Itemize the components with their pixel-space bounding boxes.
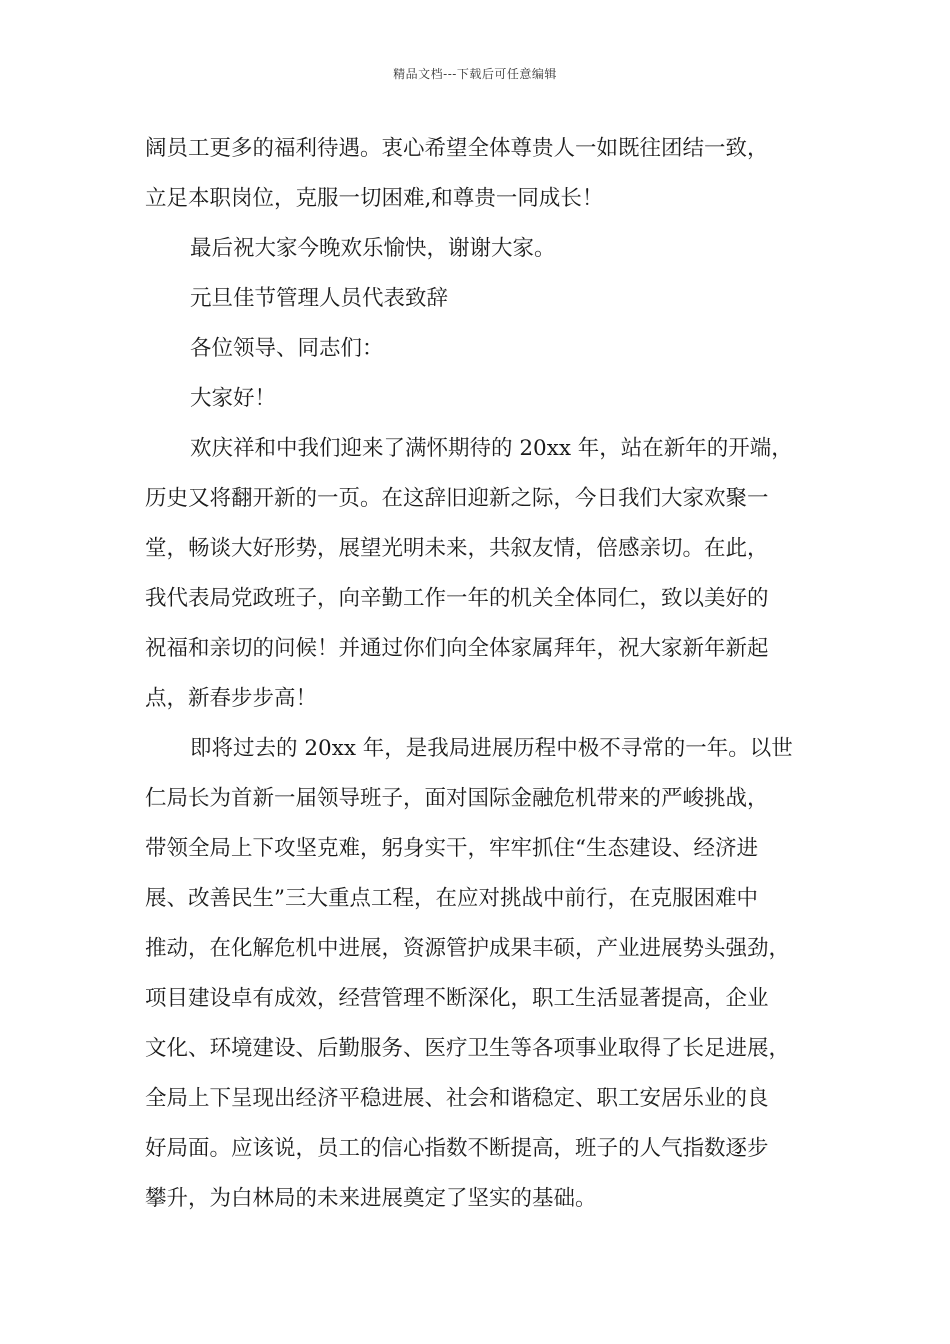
text-line: 即将过去的 20xx 年，是我局进展历程中极不寻常的一年。以世 [190,736,793,761]
text-line: 堂，畅谈大好形势，展望光明未来，共叙友情，倍感亲切。在此， [145,536,769,561]
text-line: 最后祝大家今晚欢乐愉快，谢谢大家。 [190,236,556,261]
text-line: 攀升，为白林局的未来进展奠定了坚实的基础。 [145,1186,597,1211]
document-body [145,128,825,1228]
text-line: 带领全局上下攻坚克难，躬身实干，牢牢抓住“生态建设、经济进 [145,836,758,861]
text-line: 展、改善民生”三大重点工程，在应对挑战中前行，在克服困难中 [145,886,758,911]
text-line: 欢庆祥和中我们迎来了满怀期待的 20xx 年，站在新年的开端， [190,436,793,461]
text-line: 项目建设卓有成效，经营管理不断深化，职工生活显著提高，企业 [145,986,769,1011]
text-line: 阔员工更多的福利待遇。衷心希望全体尊贵人一如既往团结一致， [145,136,769,161]
text-line: 推动，在化解危机中进展，资源管护成果丰硕，产业进展势头强劲， [145,936,791,961]
text-line: 仁局长为首新一届领导班子，面对国际金融危机带来的严峻挑战， [145,786,769,811]
text-line: 我代表局党政班子，向辛勤工作一年的机关全体同仁，致以美好的 [145,586,769,611]
text-line: 好局面。应该说，员工的信心指数不断提高，班子的人气指数逐步 [145,1136,769,1161]
section-title: 元旦佳节管理人员代表致辞 [190,286,449,311]
greeting: 大家好！ [190,386,277,411]
page-header: 精品文档---下载后可任意编辑 [393,67,557,81]
text-line: 立足本职岗位，克服一切困难,和尊贵一同成长！ [145,186,604,211]
salutation: 各位领导、同志们： [190,336,384,361]
text-line: 全局上下呈现出经济平稳进展、社会和谐稳定、职工安居乐业的良 [145,1086,769,1111]
text-line: 祝福和亲切的问候！并通过你们向全体家属拜年，祝大家新年新起 [145,636,769,661]
text-line: 历史又将翻开新的一页。在这辞旧迎新之际，今日我们大家欢聚一 [145,486,769,511]
text-line: 文化、环境建设、后勤服务、医疗卫生等各项事业取得了长足进展， [145,1036,791,1061]
text-line: 点，新春步步高！ [145,686,318,711]
